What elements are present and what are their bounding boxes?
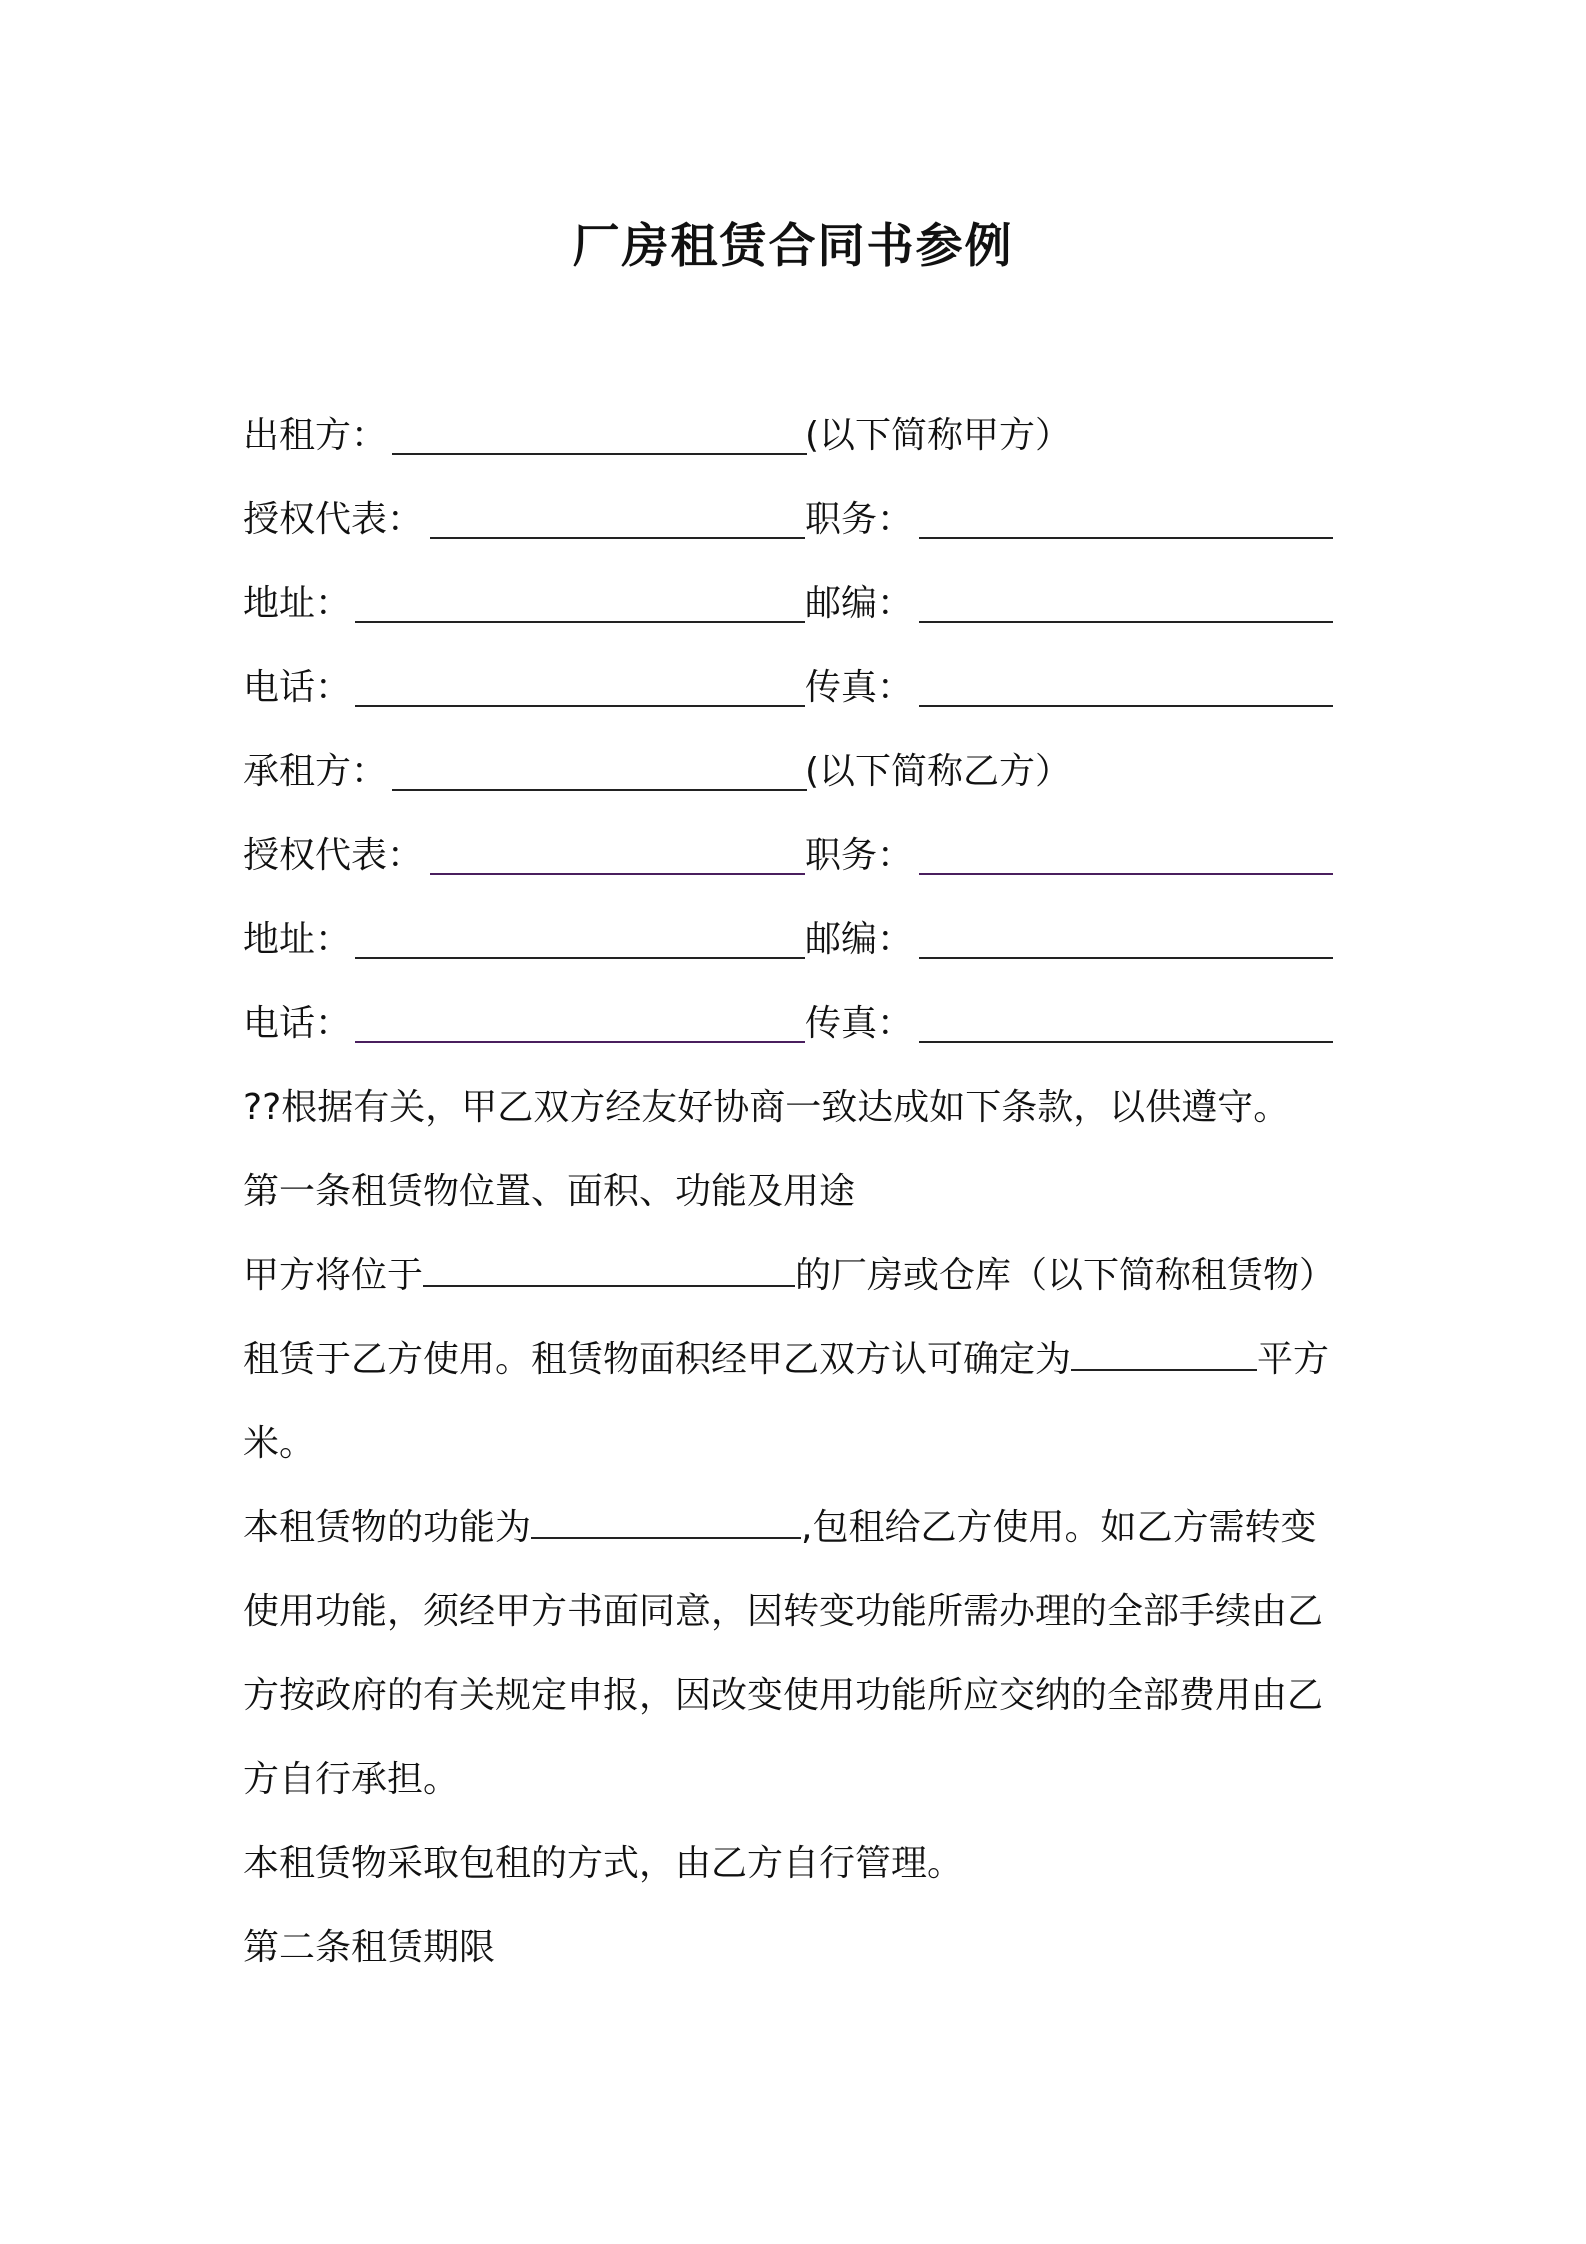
function-continue-2: 方按政府的有关规定申报，因改变使用功能所应交纳的全部费用由乙 xyxy=(243,1675,1324,1716)
lessee-address-label: 地址： xyxy=(243,919,352,960)
location-text-b: 的厂房或仓库（以下简称租赁物） xyxy=(795,1255,1336,1296)
function-blank[interactable] xyxy=(531,1501,801,1539)
location-text-a: 甲方将位于 xyxy=(243,1255,424,1296)
lessor-name-blank[interactable] xyxy=(392,453,807,455)
lessee-party-suffix: (以下简称乙方） xyxy=(805,751,1072,792)
lessor-zip-label: 邮编： xyxy=(805,583,914,624)
lessee-rep-label: 授权代表： xyxy=(243,835,424,876)
management-paragraph: 本租赁物采取包租的方式，由乙方自行管理。 xyxy=(243,1843,964,1884)
lessor-fax-label: 传真： xyxy=(805,667,914,708)
lessee-address-row xyxy=(243,910,1343,970)
area-text-b: 平方 xyxy=(1257,1339,1330,1380)
lessee-zip-label: 邮编： xyxy=(805,919,914,960)
lessor-zip-blank[interactable] xyxy=(919,621,1333,623)
lessor-phone-blank[interactable] xyxy=(355,705,805,707)
location-line xyxy=(243,1246,1335,1306)
lessor-phone-label: 电话： xyxy=(243,667,352,708)
function-line xyxy=(243,1498,1316,1558)
function-text-a: 本租赁物的功能为 xyxy=(243,1507,532,1548)
article-2-title: 第二条租赁期限 xyxy=(243,1927,496,1968)
lessee-zip-blank[interactable] xyxy=(919,957,1333,959)
lessee-position-blank[interactable] xyxy=(919,873,1333,875)
lessee-name-blank[interactable] xyxy=(392,789,807,791)
document-title: 厂房租赁合同书参例 xyxy=(572,219,1014,274)
lessee-phone-blank[interactable] xyxy=(355,1041,805,1043)
lessor-party-suffix: (以下简称甲方） xyxy=(805,415,1072,456)
lessor-position-label: 职务： xyxy=(805,499,914,540)
area-text-a: 租赁于乙方使用。租赁物面积经甲乙双方认可确定为 xyxy=(243,1339,1072,1380)
lessor-address-blank[interactable] xyxy=(355,621,805,623)
lessee-position-label: 职务： xyxy=(805,835,914,876)
area-unit-line: 米。 xyxy=(243,1423,316,1464)
location-blank[interactable] xyxy=(423,1249,795,1287)
area-blank[interactable] xyxy=(1071,1333,1257,1371)
lessee-address-blank[interactable] xyxy=(355,957,805,959)
function-continue-1: 使用功能，须经甲方书面同意，因转变功能所需办理的全部手续由乙 xyxy=(243,1591,1324,1632)
lessor-rep-label: 授权代表： xyxy=(243,499,424,540)
lessor-address-row xyxy=(243,574,1343,634)
lessor-phone-row xyxy=(243,658,1343,718)
lessor-position-blank[interactable] xyxy=(919,537,1333,539)
area-line xyxy=(243,1330,1329,1390)
lessee-rep-blank[interactable] xyxy=(430,873,805,875)
lessee-phone-row xyxy=(243,994,1343,1054)
function-continue-3: 方自行承担。 xyxy=(243,1759,460,1800)
lessee-fax-blank[interactable] xyxy=(919,1041,1333,1043)
intro-paragraph: ??根据有关，甲乙双方经友好协商一致达成如下条款，以供遵守。 xyxy=(243,1087,1290,1128)
lessor-rep-row xyxy=(243,490,1343,550)
lessor-fax-blank[interactable] xyxy=(919,705,1333,707)
lessor-address-label: 地址： xyxy=(243,583,352,624)
lessee-fax-label: 传真： xyxy=(805,1003,914,1044)
lessee-rep-row xyxy=(243,826,1343,886)
lessee-phone-label: 电话： xyxy=(243,1003,352,1044)
lessee-party-label: 承租方： xyxy=(243,751,388,792)
function-text-b: ,包租给乙方使用。如乙方需转变 xyxy=(801,1507,1317,1548)
lessor-party-label: 出租方： xyxy=(243,415,388,456)
lessor-rep-blank[interactable] xyxy=(430,537,805,539)
article-1-title: 第一条租赁物位置、面积、功能及用途 xyxy=(243,1171,856,1212)
